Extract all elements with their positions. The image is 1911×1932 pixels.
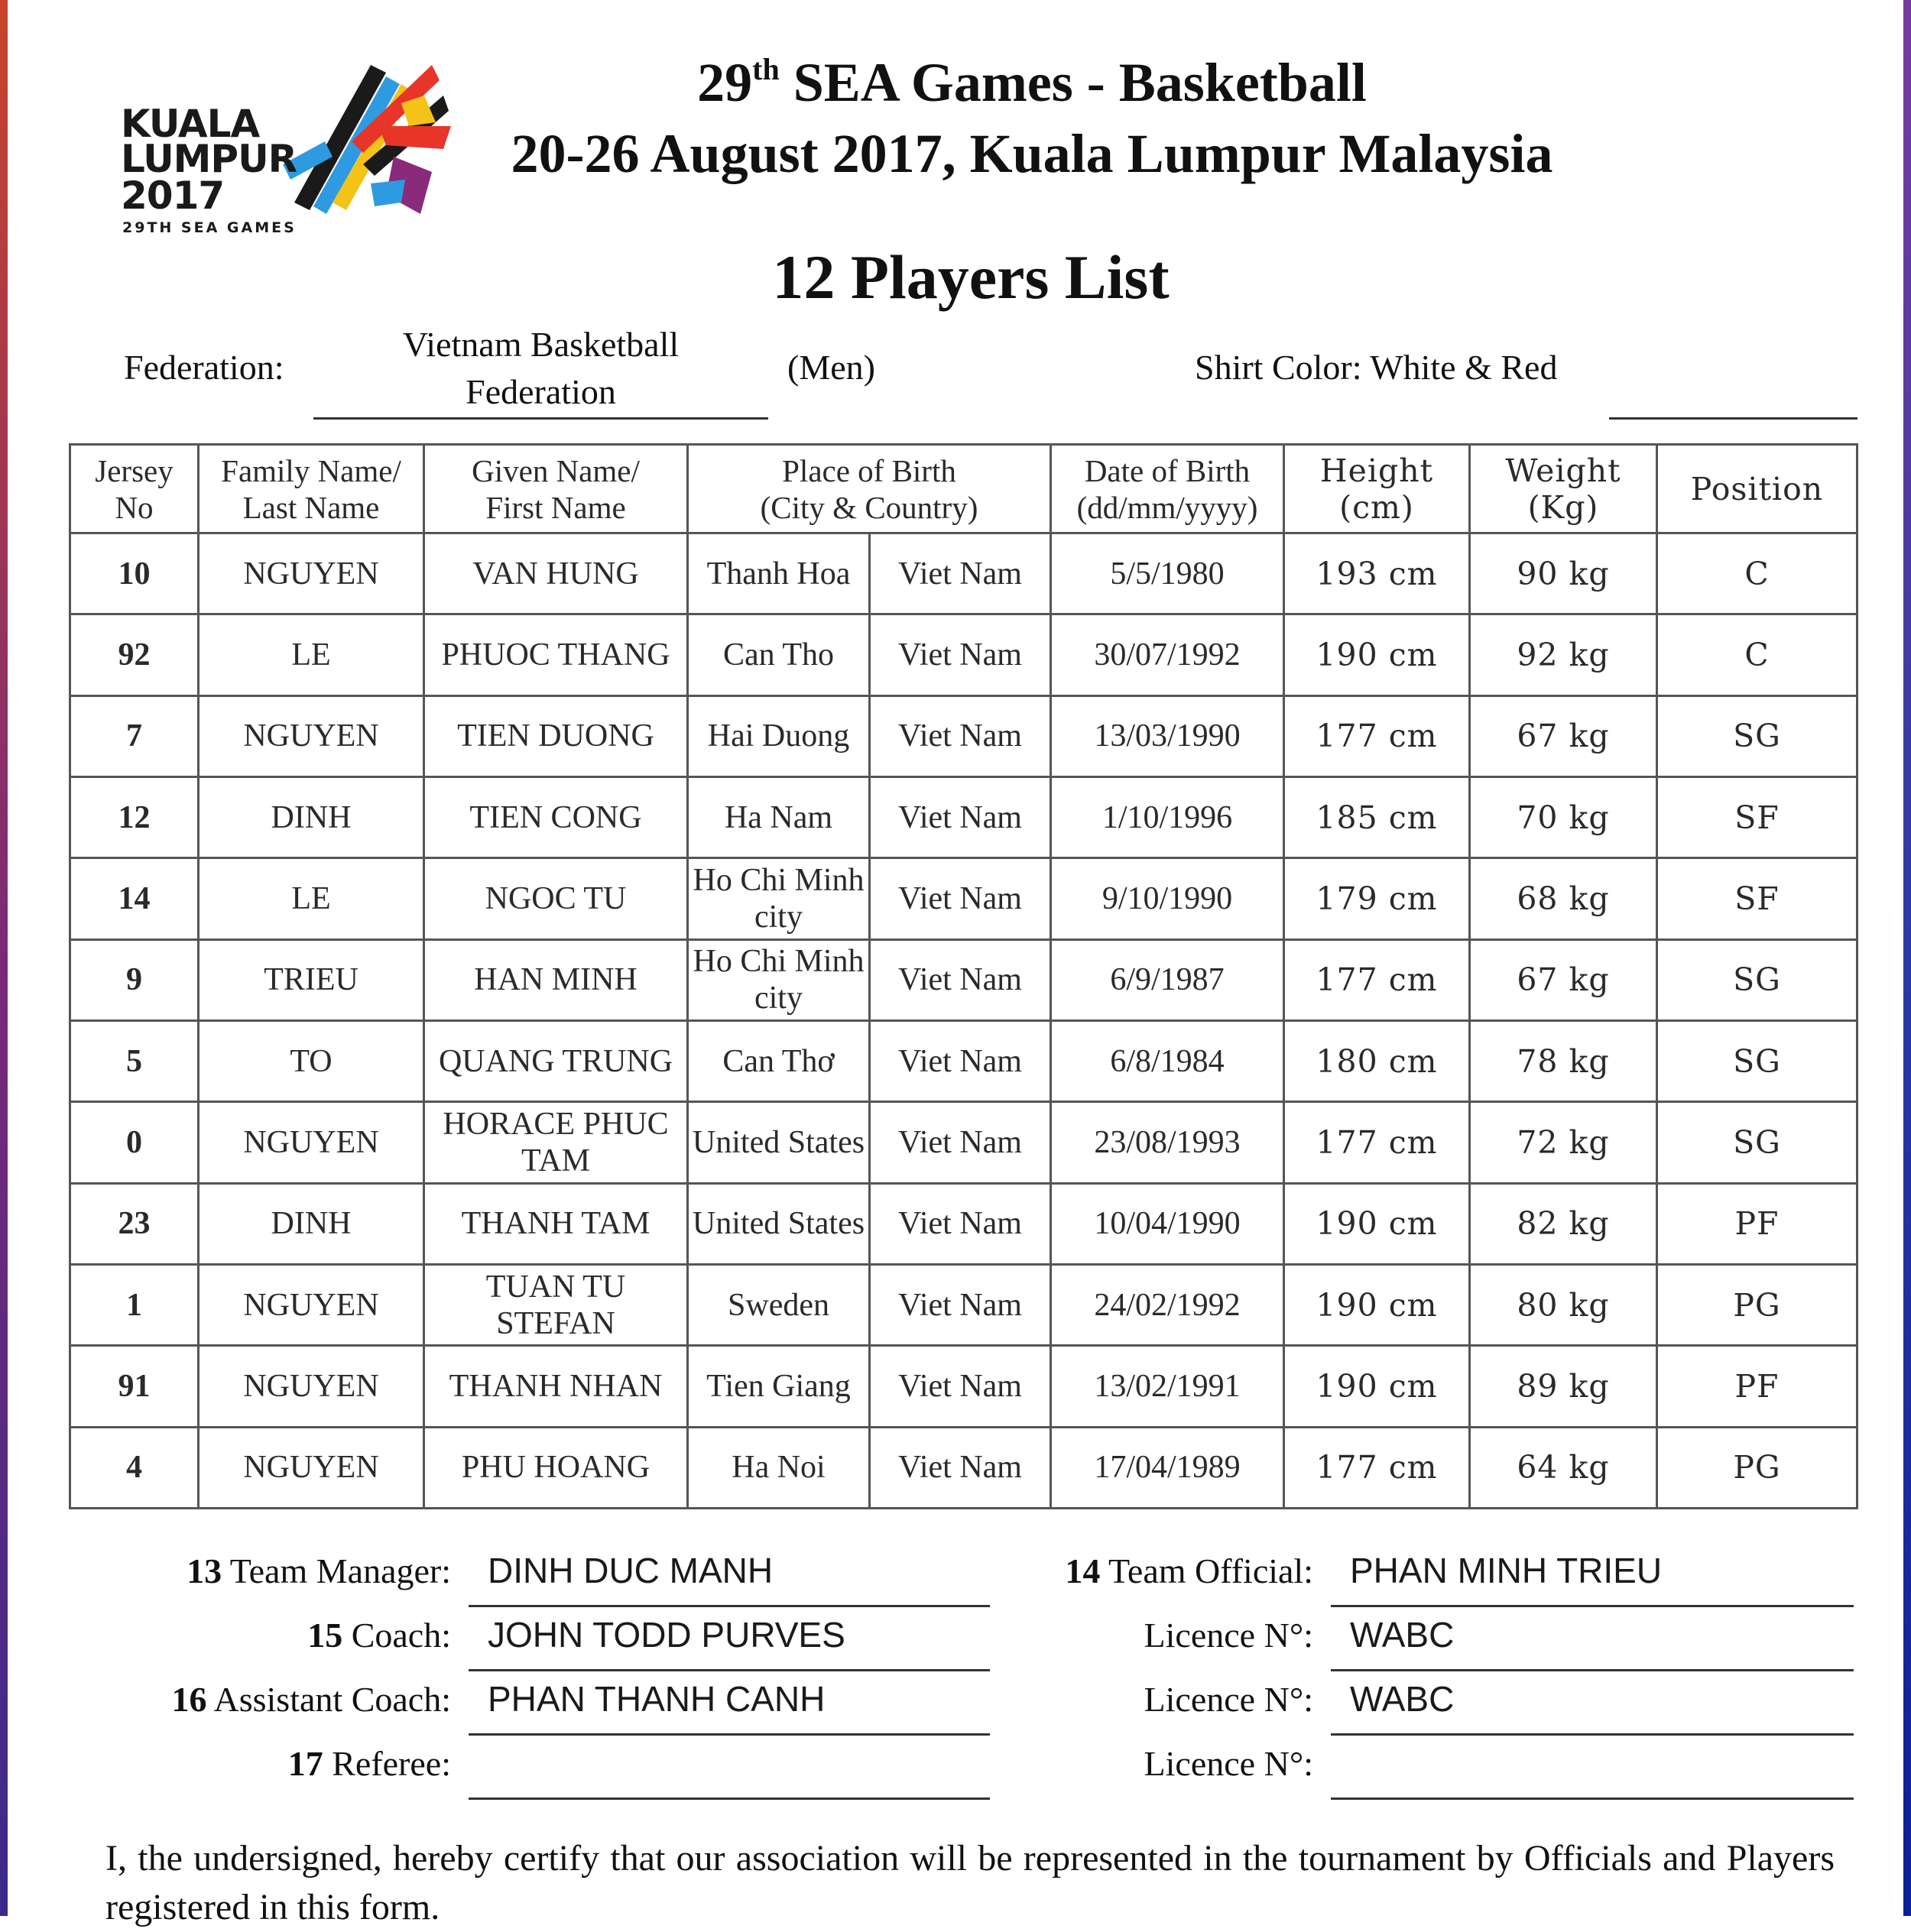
coach-licence-label: Licence N°:	[1144, 1616, 1313, 1655]
cell-height: 190 cm	[1284, 1346, 1470, 1427]
cell-family-name: NGUYEN	[199, 533, 424, 614]
cell-given-name: TUAN TU STEFAN	[424, 1264, 688, 1345]
cell-birth-country: Viet Nam	[870, 695, 1051, 776]
cell-given-name: TIEN CONG	[424, 776, 688, 857]
cell-jersey-number: 10	[70, 533, 199, 614]
cell-given-name: QUANG TRUNG	[424, 1020, 688, 1101]
cell-birth-country: Viet Nam	[870, 1020, 1051, 1101]
cell-position: PG	[1657, 1264, 1857, 1345]
assistant-licence-label: Licence N°:	[1144, 1680, 1313, 1719]
cell-weight: 82 kg	[1470, 1183, 1657, 1264]
cell-family-name: NGUYEN	[199, 695, 424, 776]
players-table-body	[70, 533, 1857, 1509]
cell-family-name: NGUYEN	[199, 1427, 424, 1508]
assistant-coach-value: PHAN THANH CANH	[488, 1679, 826, 1719]
cell-height: 190 cm	[1284, 614, 1470, 695]
header-given-name: Given Name/ First Name	[424, 445, 688, 533]
table-row	[70, 939, 1857, 1020]
cell-position: SG	[1657, 1020, 1857, 1101]
cell-jersey-number: 23	[70, 1183, 199, 1264]
table-row	[70, 858, 1857, 939]
team-official-value: PHAN MINH TRIEU	[1350, 1551, 1663, 1590]
cell-given-name: PHU HOANG	[424, 1427, 688, 1508]
cell-date-of-birth: 13/03/1990	[1051, 695, 1284, 776]
cell-birth-city: Tien Giang	[688, 1346, 870, 1427]
cell-height: 190 cm	[1284, 1264, 1470, 1345]
cell-birth-city: Hai Duong	[688, 695, 870, 776]
shirt-color-label: Shirt Color: White & Red	[1195, 348, 1558, 387]
cell-birth-country: Viet Nam	[870, 1346, 1051, 1427]
cell-family-name: NGUYEN	[199, 1346, 424, 1427]
table-row	[70, 614, 1857, 695]
referee-licence-label: Licence N°:	[1144, 1744, 1313, 1783]
cell-weight: 64 kg	[1470, 1427, 1657, 1508]
title-rest: SEA Games - Basketball	[779, 52, 1367, 113]
cell-jersey-number: 1	[70, 1264, 199, 1345]
cell-given-name: HAN MINH	[424, 939, 688, 1020]
cell-birth-city: Sweden	[688, 1264, 870, 1345]
cell-height: 177 cm	[1284, 695, 1470, 776]
assistant-coach-underline	[469, 1733, 990, 1736]
cell-position: PG	[1657, 1427, 1857, 1508]
cell-given-name: VAN HUNG	[424, 533, 688, 614]
federation-label: Federation:	[124, 348, 284, 387]
cell-family-name: NGUYEN	[199, 1102, 424, 1183]
cell-birth-country: Viet Nam	[870, 1427, 1051, 1508]
assistant-coach-label: 16 Assistant Coach:	[171, 1680, 451, 1719]
cell-jersey-number: 12	[70, 776, 199, 857]
cell-birth-city: United States	[688, 1183, 870, 1264]
cell-weight: 67 kg	[1470, 939, 1657, 1020]
table-row	[70, 1020, 1857, 1101]
coach-underline	[469, 1669, 990, 1671]
cell-position: SG	[1657, 1102, 1857, 1183]
cell-weight: 89 kg	[1470, 1346, 1657, 1427]
coach-label: 15 Coach:	[307, 1616, 451, 1655]
cell-birth-city: Can Thơ	[688, 1020, 870, 1101]
cell-jersey-number: 7	[70, 695, 199, 776]
cell-date-of-birth: 10/04/1990	[1051, 1183, 1284, 1264]
cell-position: PF	[1657, 1346, 1857, 1427]
cell-birth-country: Viet Nam	[870, 776, 1051, 857]
federation-value	[313, 321, 768, 416]
logo-line-1: KUALA	[121, 102, 260, 146]
cell-weight: 90 kg	[1470, 533, 1657, 614]
cell-position: SF	[1657, 776, 1857, 857]
cell-height: 180 cm	[1284, 1020, 1470, 1101]
referee-label: 17 Referee:	[287, 1744, 451, 1783]
header-weight: Weight (Kg)	[1470, 445, 1657, 533]
assistant-licence-value: WABC	[1350, 1679, 1455, 1719]
cell-weight: 80 kg	[1470, 1264, 1657, 1345]
logo-line-3: 2017	[121, 173, 225, 218]
cell-jersey-number: 5	[70, 1020, 199, 1101]
header-position: Position	[1657, 445, 1857, 533]
cell-weight: 68 kg	[1470, 858, 1657, 939]
cell-birth-country: Viet Nam	[870, 858, 1051, 939]
cell-birth-country: Viet Nam	[870, 1102, 1051, 1183]
cell-family-name: NGUYEN	[199, 1264, 424, 1345]
cell-height: 177 cm	[1284, 1102, 1470, 1183]
cell-date-of-birth: 1/10/1996	[1051, 776, 1284, 857]
table-row	[70, 1264, 1857, 1345]
cell-height: 185 cm	[1284, 776, 1470, 857]
cell-birth-city: Ho Chi Minh city	[688, 939, 870, 1020]
header-family-name: Family Name/ Last Name	[199, 445, 424, 533]
cell-jersey-number: 0	[70, 1102, 199, 1183]
cell-date-of-birth: 5/5/1980	[1051, 533, 1284, 614]
cell-jersey-number: 91	[70, 1346, 199, 1427]
cell-position: SG	[1657, 939, 1857, 1020]
header-height: Height (cm)	[1284, 445, 1470, 533]
title-ordinal: 29	[697, 52, 753, 113]
logo-line-2: LUMPUR	[121, 137, 297, 181]
cell-family-name: DINH	[199, 1183, 424, 1264]
cell-height: 179 cm	[1284, 858, 1470, 939]
cell-weight: 67 kg	[1470, 695, 1657, 776]
cell-position: PF	[1657, 1183, 1857, 1264]
cell-weight: 70 kg	[1470, 776, 1657, 857]
cell-given-name: PHUOC THANG	[424, 614, 688, 695]
certification-statement: I, the undersigned, hereby certify that our association will be represented in the tournament by Officials and Players registered in this form.	[105, 1838, 1835, 1927]
cell-given-name: THANH TAM	[424, 1183, 688, 1264]
team-official-label: 14 Team Official:	[1065, 1551, 1313, 1590]
cell-birth-country: Viet Nam	[870, 1264, 1051, 1345]
team-manager-underline	[469, 1605, 990, 1607]
header-date-of-birth: Date of Birth (dd/mm/yyyy)	[1051, 445, 1284, 533]
cell-birth-city: Ha Nam	[688, 776, 870, 857]
left-edge-stripe	[0, 0, 8, 1916]
table-row	[70, 1427, 1857, 1508]
cell-family-name: TO	[199, 1020, 424, 1101]
cell-date-of-birth: 30/07/1992	[1051, 614, 1284, 695]
cell-date-of-birth: 23/08/1993	[1051, 1102, 1284, 1183]
header-jersey: Jersey No	[70, 445, 199, 533]
cell-family-name: LE	[199, 858, 424, 939]
right-edge-stripe	[1903, 0, 1911, 1916]
cell-birth-city: Ho Chi Minh city	[688, 858, 870, 939]
cell-date-of-birth: 24/02/1992	[1051, 1264, 1284, 1345]
cell-birth-country: Viet Nam	[870, 1183, 1051, 1264]
shirt-color-underline	[1609, 417, 1857, 420]
cell-family-name: LE	[199, 614, 424, 695]
referee-licence-underline	[1331, 1797, 1854, 1800]
cell-jersey-number: 14	[70, 858, 199, 939]
document-subtitle: 20-26 August 2017, Kuala Lumpur Malaysia	[511, 123, 1553, 184]
players-table	[69, 443, 1858, 1509]
cell-date-of-birth: 9/10/1990	[1051, 858, 1284, 939]
table-row	[70, 1183, 1857, 1264]
table-row	[70, 695, 1857, 776]
assistant-licence-underline	[1331, 1733, 1854, 1736]
federation-value-line-1: Vietnam Basketball	[402, 325, 680, 364]
cell-date-of-birth: 6/8/1984	[1051, 1020, 1284, 1101]
cell-date-of-birth: 6/9/1987	[1051, 939, 1284, 1020]
cell-family-name: TRIEU	[199, 939, 424, 1020]
logo-subtitle: 29TH SEA GAMES	[122, 219, 297, 236]
cell-jersey-number: 4	[70, 1427, 199, 1508]
cell-given-name: TIEN DUONG	[424, 695, 688, 776]
cell-date-of-birth: 13/02/1991	[1051, 1346, 1284, 1427]
document-title	[428, 52, 1636, 113]
cell-date-of-birth: 17/04/1989	[1051, 1427, 1284, 1508]
cell-birth-city: United States	[688, 1102, 870, 1183]
federation-value-line-2: Federation	[466, 372, 616, 411]
team-manager-value: DINH DUC MANH	[488, 1551, 774, 1590]
cell-jersey-number: 9	[70, 939, 199, 1020]
cell-height: 193 cm	[1284, 533, 1470, 614]
cell-height: 177 cm	[1284, 939, 1470, 1020]
cell-birth-country: Viet Nam	[870, 939, 1051, 1020]
coach-licence-value: WABC	[1350, 1615, 1455, 1655]
cell-jersey-number: 92	[70, 614, 199, 695]
cell-given-name: HORACE PHUC TAM	[424, 1102, 688, 1183]
table-header-row	[70, 445, 1857, 533]
cell-birth-city: Ha Noi	[688, 1427, 870, 1508]
cell-birth-city: Can Tho	[688, 614, 870, 695]
cell-weight: 92 kg	[1470, 614, 1657, 695]
table-row	[70, 776, 1857, 857]
cell-family-name: DINH	[199, 776, 424, 857]
table-row	[70, 1102, 1857, 1183]
cell-birth-country: Viet Nam	[870, 533, 1051, 614]
cell-weight: 72 kg	[1470, 1102, 1657, 1183]
header-place-of-birth: Place of Birth (City & Country)	[688, 445, 1051, 533]
cell-position: C	[1657, 533, 1857, 614]
cell-position: SG	[1657, 695, 1857, 776]
cell-given-name: THANH NHAN	[424, 1346, 688, 1427]
table-row	[70, 533, 1857, 614]
table-row	[70, 1346, 1857, 1427]
category-label: (Men)	[787, 348, 875, 387]
players-list-title: 12 Players List	[772, 242, 1170, 312]
referee-underline	[469, 1797, 990, 1800]
coach-value: JOHN TODD PURVES	[488, 1615, 845, 1655]
logo-graphic	[279, 50, 451, 225]
cell-height: 177 cm	[1284, 1427, 1470, 1508]
coach-licence-underline	[1331, 1669, 1854, 1671]
cell-birth-city: Thanh Hoa	[688, 533, 870, 614]
cell-position: C	[1657, 614, 1857, 695]
cell-height: 190 cm	[1284, 1183, 1470, 1264]
team-official-underline	[1331, 1605, 1854, 1607]
cell-birth-country: Viet Nam	[870, 614, 1051, 695]
title-ordinal-suffix: th	[752, 52, 780, 86]
sea-games-logo	[115, 50, 451, 245]
cell-position: SF	[1657, 858, 1857, 939]
team-manager-label: 13 Team Manager:	[187, 1551, 451, 1590]
cell-weight: 78 kg	[1470, 1020, 1657, 1101]
cell-given-name: NGOC TU	[424, 858, 688, 939]
federation-underline	[313, 417, 768, 420]
